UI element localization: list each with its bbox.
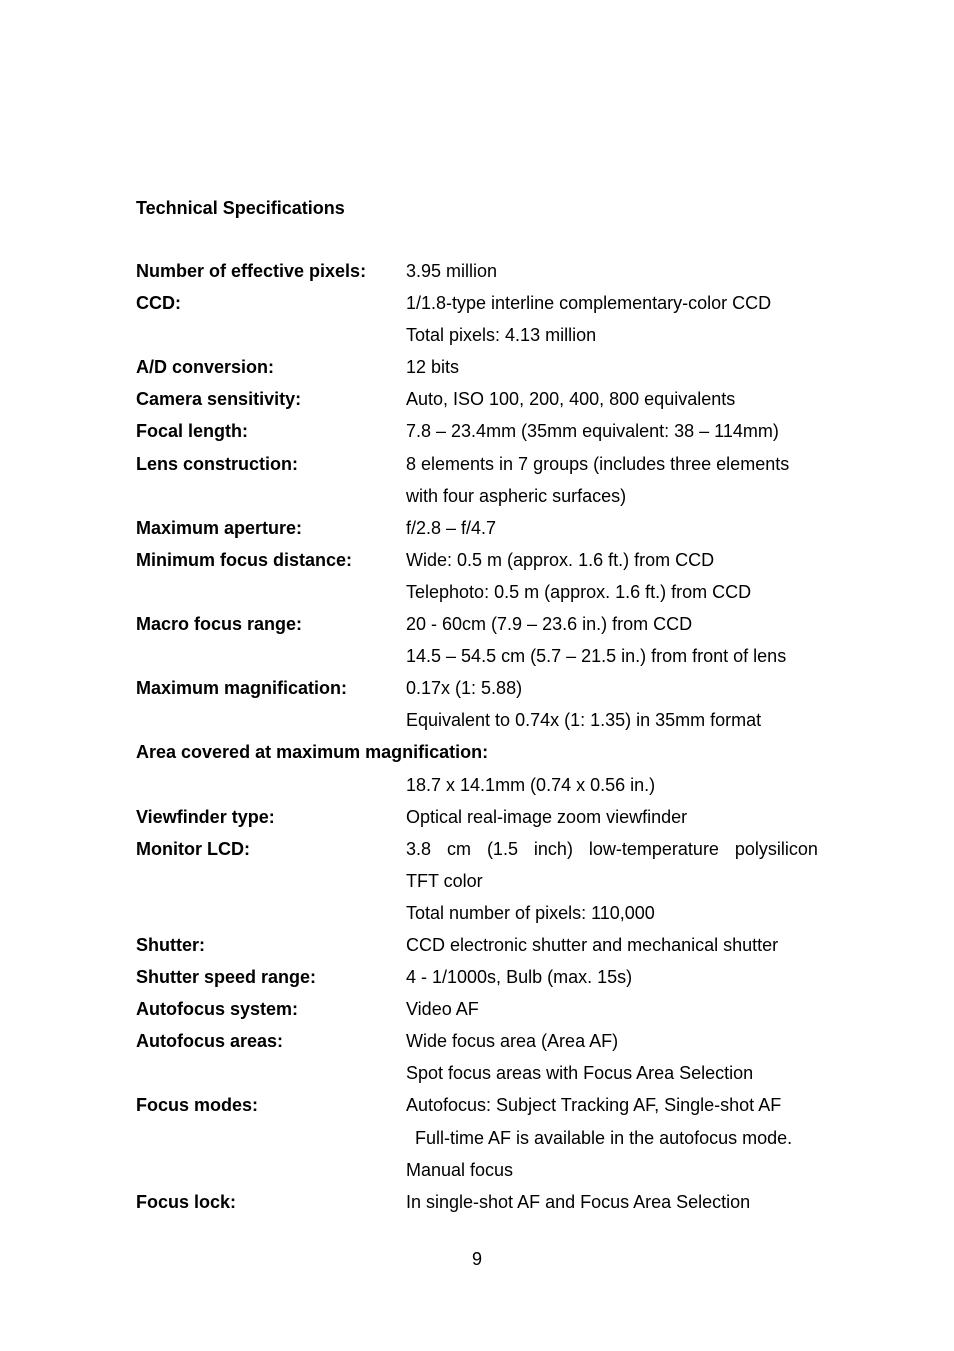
spec-row: [136, 837, 836, 869]
spec-label: Shutter:: [136, 934, 205, 955]
spec-value: In single-shot AF and Focus Area Selection: [406, 1191, 751, 1212]
spec-row: [136, 740, 836, 772]
spec-value: Manual focus: [406, 1159, 514, 1180]
spec-row: [136, 387, 836, 419]
spec-value-word: cm: [446, 838, 471, 859]
spec-row: [136, 1158, 836, 1190]
spec-label: Area covered at maximum magnification:: [136, 742, 489, 763]
spec-row: [136, 933, 836, 965]
spec-value-justified: [406, 837, 818, 861]
spec-value: TFT color: [406, 870, 483, 891]
spec-row: [136, 419, 836, 451]
spec-list: [136, 259, 836, 1222]
spec-value: Telephoto: 0.5 m (approx. 1.6 ft.) from CCD: [406, 581, 752, 602]
spec-row: [136, 644, 836, 676]
spec-row: [136, 708, 836, 740]
spec-value: with four aspheric surfaces): [406, 485, 627, 506]
spec-label: Macro focus range:: [136, 614, 303, 635]
spec-row: [136, 580, 836, 612]
spec-label: Number of effective pixels:: [136, 261, 367, 281]
spec-row: [136, 452, 836, 484]
spec-value: Total number of pixels: 110,000: [406, 902, 655, 923]
spec-value: Total pixels: 4.13 million: [406, 325, 597, 346]
spec-row: [136, 1061, 836, 1093]
spec-value: 0.17x (1: 5.88): [406, 678, 523, 699]
spec-value: Wide: 0.5 m (approx. 1.6 ft.) from CCD: [406, 549, 715, 570]
spec-row: [136, 805, 836, 837]
spec-label: Viewfinder type:: [136, 806, 275, 827]
spec-row: [136, 965, 836, 997]
spec-label: Shutter speed range:: [136, 967, 317, 988]
spec-row: [136, 1093, 836, 1125]
spec-label: Minimum focus distance:: [136, 549, 353, 570]
spec-value: Full-time AF is available in the autofocus mode.: [415, 1127, 793, 1148]
spec-label: Maximum magnification:: [136, 678, 348, 699]
spec-value-word: 3.8: [406, 838, 432, 859]
spec-label: Lens construction:: [136, 453, 299, 474]
spec-label: Focus modes:: [136, 1095, 259, 1116]
spec-label: Maximum aperture:: [136, 517, 303, 538]
spec-row: [136, 1126, 836, 1158]
spec-value: Auto, ISO 100, 200, 400, 800 equivalents: [406, 389, 736, 410]
spec-value: 8 elements in 7 groups (includes three elements: [406, 453, 790, 474]
spec-row: [136, 291, 836, 323]
spec-row: [136, 516, 836, 548]
spec-row: [136, 259, 836, 291]
spec-label: Monitor LCD:: [136, 838, 250, 859]
spec-row: [136, 323, 836, 355]
spec-value: 3.95 million: [406, 261, 498, 281]
spec-value-word: (1.5: [486, 838, 518, 859]
spec-value: 7.8 – 23.4mm (35mm equivalent: 38 – 114mm): [406, 421, 779, 442]
spec-label: Camera sensitivity:: [136, 389, 302, 410]
spec-label: Autofocus system:: [136, 999, 299, 1020]
spec-value: Video AF: [406, 999, 479, 1020]
page-number: 9: [471, 1249, 482, 1269]
spec-value: Spot focus areas with Focus Area Selection: [406, 1063, 754, 1084]
spec-row: [136, 484, 836, 516]
spec-row: [136, 773, 836, 805]
spec-value: Autofocus: Subject Tracking AF, Single-shot AF: [406, 1095, 782, 1116]
spec-value: 20 - 60cm (7.9 – 23.6 in.) from CCD: [406, 614, 693, 635]
spec-value: Optical real-image zoom viewfinder: [406, 806, 688, 827]
spec-value-word: inch): [533, 838, 573, 859]
spec-row: [136, 1029, 836, 1061]
spec-value-word: low-temperature: [588, 838, 719, 859]
spec-row: [136, 676, 836, 708]
spec-value: 4 - 1/1000s, Bulb (max. 15s): [406, 967, 633, 988]
spec-value: Wide focus area (Area AF): [406, 1031, 619, 1052]
spec-row: [136, 548, 836, 580]
spec-value: CCD electronic shutter and mechanical shutter: [406, 934, 779, 955]
spec-label: A/D conversion:: [136, 357, 275, 378]
spec-row: [136, 901, 836, 933]
spec-value: 1/1.8-type interline complementary-color CCD: [406, 293, 772, 314]
spec-value: 18.7 x 14.1mm (0.74 x 0.56 in.): [406, 774, 656, 795]
spec-row: [136, 997, 836, 1029]
spec-value: f/2.8 – f/4.7: [406, 517, 497, 538]
spec-label: CCD:: [136, 293, 181, 314]
spec-label: Autofocus areas:: [136, 1031, 284, 1052]
spec-label: Focus lock:: [136, 1191, 237, 1212]
spec-value: 14.5 – 54.5 cm (5.7 – 21.5 in.) from front of lens: [406, 646, 787, 667]
spec-value-word: polysilicon: [734, 838, 818, 859]
spec-value: 12 bits: [406, 357, 460, 378]
spec-value: Equivalent to 0.74x (1: 1.35) in 35mm format: [406, 710, 762, 731]
spec-row: [136, 355, 836, 387]
spec-label: Focal length:: [136, 421, 248, 442]
spec-row: [136, 1190, 836, 1222]
spec-row: [136, 612, 836, 644]
spec-row: [136, 869, 836, 901]
page-title: Technical Specifications: [136, 198, 345, 218]
